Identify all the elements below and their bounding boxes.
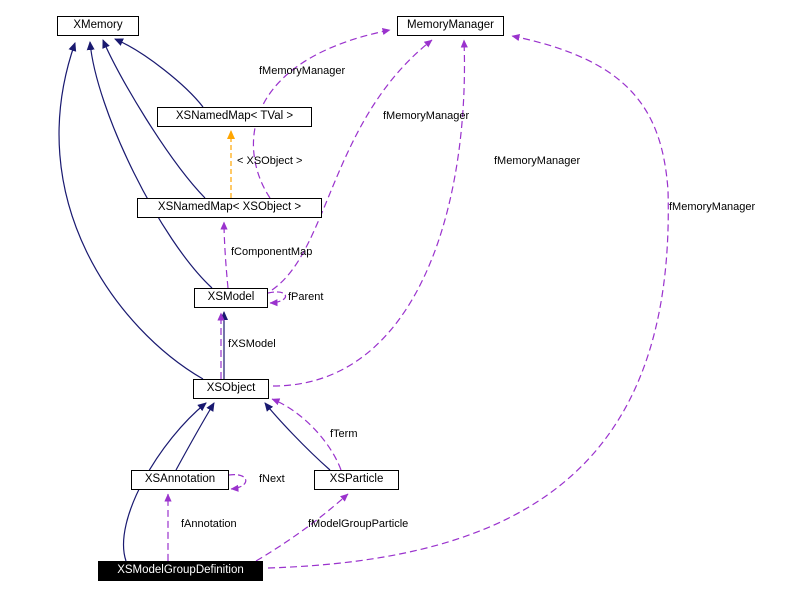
edge-label-fmemorymanager-4: fMemoryManager xyxy=(669,201,756,213)
edge-label-fparent: fParent xyxy=(288,291,324,303)
class-node-label: XSNamedMap< XSObject > xyxy=(157,201,302,214)
edge-label-fannotation: fAnnotation xyxy=(181,518,237,530)
class-node-xmemory[interactable] xyxy=(57,16,139,36)
class-node-label: XSParticle xyxy=(329,473,384,486)
class-node-xsobject[interactable] xyxy=(193,379,269,399)
edge-label-fcomponentmap: fComponentMap xyxy=(231,246,313,258)
edge-label-fmemorymanager-2: fMemoryManager xyxy=(383,110,470,122)
class-node-xsnamedmap-tval[interactable] xyxy=(157,107,312,127)
class-node-xsannotation[interactable] xyxy=(131,470,229,490)
edge-label-fmemorymanager-3: fMemoryManager xyxy=(494,155,581,167)
edge-label-fmemorymanager-1: fMemoryManager xyxy=(259,65,346,77)
class-node-xsmodel[interactable] xyxy=(194,288,268,308)
edge-label-fmodelgroupparticle: fModelGroupParticle xyxy=(308,518,409,530)
edge-label-fxsmodel: fXSModel xyxy=(228,338,276,350)
class-node-label: XSModelGroupDefinition xyxy=(117,564,244,577)
edge-label-fterm: fTerm xyxy=(330,428,358,440)
class-node-label: MemoryManager xyxy=(407,19,494,32)
class-node-label: XSAnnotation xyxy=(144,473,216,486)
edge-label-fnext: fNext xyxy=(259,473,285,485)
class-node-label: XSModel xyxy=(207,291,255,304)
class-node-label: XSObject xyxy=(206,382,256,395)
class-node-label: XMemory xyxy=(73,19,123,32)
class-node-xsmodelgroupdefinition[interactable] xyxy=(98,561,263,581)
class-node-xsnamedmap-xsobject[interactable] xyxy=(137,198,322,218)
edge-label-xsobject-template: < XSObject > xyxy=(237,155,303,167)
class-node-xsparticle[interactable] xyxy=(314,470,399,490)
class-node-memorymanager[interactable] xyxy=(397,16,504,36)
class-node-label: XSNamedMap< TVal > xyxy=(175,110,294,123)
